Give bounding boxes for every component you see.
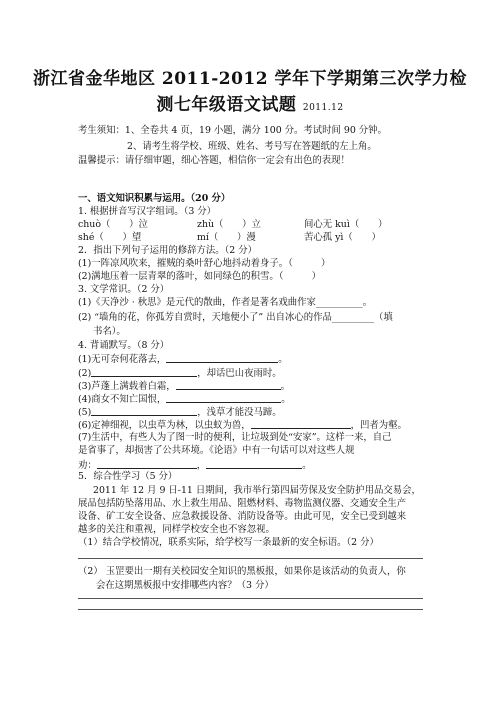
q1-item-5: mí（ ）漫 (197, 232, 256, 243)
q1-item-6: 苦心孤 yì（ ） (304, 232, 381, 243)
q4-item-5 (78, 405, 282, 419)
exam-title-text: 测七年级语文试题 (156, 95, 297, 115)
q4-item-2 (78, 366, 282, 380)
q3-item-2: (2) “墙角的花，你孤芳自赏时，天地便小了” 出自冰心的作品_________（填 (78, 312, 393, 323)
exam-title-line2 (0, 90, 500, 115)
q2-item-2: (2)满地压着一层青翠的落叶，如同绿色的积雪。（ ） (78, 271, 321, 282)
q4-item-7-cont2 (78, 458, 312, 472)
q5-paragraph-2: 展品包括防坠落用品、水上救生用品、阻燃材料、毒物监测仪器、交通安全生产 (78, 498, 407, 509)
answer-line-2[interactable] (78, 598, 423, 599)
q4-item-2-end: ，却话巴山夜雨时。 (197, 368, 282, 379)
q5-sub-1: （1）结合学校情况，联系实际，给学校写一条最新的安全标语。（2 分） (78, 537, 379, 548)
q4-item-7-end: 。 (302, 460, 312, 471)
q5-paragraph-3: 设备、矿工安全设备、应急救援设备、消防设备等。由此可见，安全已受到越来 (78, 511, 407, 522)
q5-stem: 5．综合性学习（5 分） (78, 471, 178, 482)
exam-date: 2011.12 (302, 103, 344, 113)
q4-item-1-text: (1)无可奈何花落去， (78, 354, 167, 365)
q1-item-4: shé（ ）望 (78, 232, 142, 243)
q4-item-7-cont1: 是省事了，却损害了公共环境。《论语》中有一句话可以对这些人规 (78, 445, 355, 456)
q5-sub-2: （2） 玉罡要出一期有关校园安全知识的黑板报，如果你是该活动的负责人，你 (78, 566, 406, 577)
notice-line1: 考生须知：1、全卷共 4 页，19 小题，满分 100 分。考试时间 90 分钟。 (78, 125, 387, 136)
answer-blank[interactable] (91, 405, 197, 416)
q4-item-6-end: ，凹者为壑。 (350, 420, 407, 431)
exam-title-line1: 浙江省金华地区 2011-2012 学年下学期第三次学力检 (32, 69, 468, 89)
q4-item-1-end: 。 (278, 354, 288, 365)
q1-item-2: zhù（ ）立 (197, 219, 261, 230)
answer-blank[interactable] (97, 458, 197, 469)
q5-paragraph-4: 越多的关注和重视，同样学校安全也不容忽视。 (78, 524, 275, 535)
q4-item-7: (7)生活中，有些人为了图一时的便利，让垃圾到处“安家”。这样一来，自己 (78, 432, 392, 443)
q4-item-6-text: (6)定神细视，以虫草为林，以虫蚁为兽， (78, 420, 251, 431)
q4-item-1 (78, 352, 288, 366)
answer-line-1[interactable] (78, 558, 423, 559)
q4-stem: 4. 背诵默写。（8 分） (78, 340, 170, 351)
q4-item-5-end: ，浅草才能没马蹄。 (197, 407, 282, 418)
q1-stem: 1. 根据拼音写汉字组词。（3 分） (78, 206, 217, 217)
q4-item-2-text: (2) (78, 368, 92, 379)
q3-item-2-cont: 书名）。 (93, 326, 126, 337)
q4-item-4 (78, 392, 291, 406)
q4-item-3-end: 。 (280, 381, 291, 392)
answer-blank[interactable] (206, 458, 302, 469)
q4-item-4-text: (4)商女不知亡国恨， (78, 394, 167, 405)
q4-item-6 (78, 418, 407, 432)
answer-blank[interactable] (166, 352, 278, 363)
q3-item-1: (1)《天净沙 · 秋思》是元代的散曲，作者是著名戏曲作家__________。 (78, 297, 373, 308)
answer-blank[interactable] (251, 418, 351, 429)
q1-item-3: 间心无 kuì（ ） (304, 219, 388, 230)
q4-item-3-text: (3)芦蓬上满载着白霜， (78, 381, 176, 392)
tip-line: 温馨提示：请仔细审题，细心答题，相信你一定会有出色的表现！ (78, 155, 350, 166)
q5-sub-2-cont: 会在这期黑板报中安排哪些内容？（3 分） (96, 580, 274, 591)
answer-line-3[interactable] (78, 609, 423, 610)
q4-item-5-text: (5) (78, 407, 92, 418)
q3-stem: 3. 文学常识。（2 分） (78, 284, 170, 295)
q4-item-7-prefix: 劝： (78, 460, 97, 471)
notice-line2: 2、请考生将学校、班级、姓名、考号写在答题纸的左上角。 (127, 141, 377, 152)
q4-item-4-end: 。 (281, 394, 291, 405)
q4-item-3 (78, 379, 290, 393)
q1-item-1: chuò（ ）泣 (78, 219, 148, 230)
q5-paragraph-1: 2011 年 12 月 9 日-11 日期间，我市举行第四届劳保及安全防护用品交易会， (93, 485, 421, 496)
answer-blank[interactable] (176, 379, 281, 390)
q2-stem: 2．指出下列句子运用的修辞方法。（2 分） (78, 245, 257, 256)
answer-blank[interactable] (166, 392, 281, 403)
q4-item-7-mid: ， (196, 460, 207, 471)
section1-heading: 一、语文知识积累与运用。（20 分） (78, 193, 231, 204)
q2-item-1: (1)一阵凉风吹来，摧贼的桑叶舒心地抖动着身子。（ ） (78, 258, 331, 269)
answer-blank[interactable] (91, 366, 197, 377)
